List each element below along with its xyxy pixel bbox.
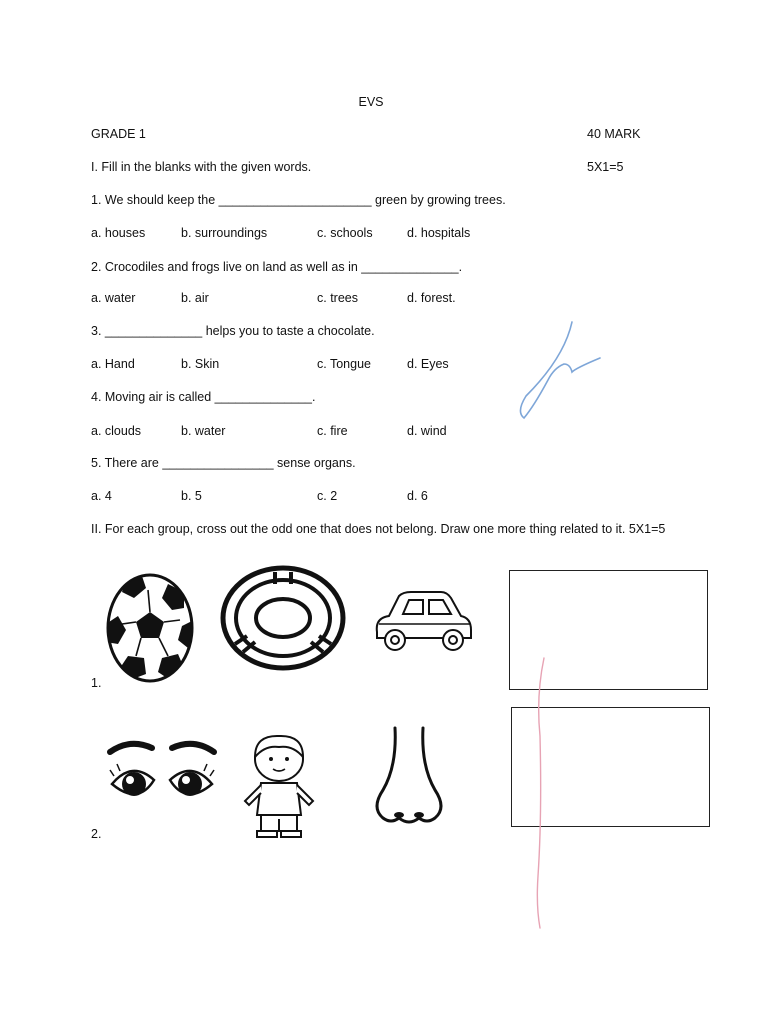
q3-option-b: b. Skin xyxy=(181,357,220,371)
q1-option-b: b. surroundings xyxy=(181,226,268,240)
group-1-number: 1. xyxy=(91,676,102,690)
q2-option-a: a. water xyxy=(91,291,136,305)
q2-option-c: c. trees xyxy=(317,291,358,305)
q4-option-d: d. wind xyxy=(407,424,447,438)
q5-option-a: a. 4 xyxy=(91,489,112,503)
q4-option-a: a. clouds xyxy=(91,424,142,438)
q1-option-a: a. houses xyxy=(91,226,146,240)
question-4: 4. Moving air is called ______________. xyxy=(91,390,316,404)
q1-option-c: c. schools xyxy=(317,226,373,240)
page-title: EVS xyxy=(358,95,384,109)
question-5: 5. There are ________________ sense organs. xyxy=(91,456,356,470)
football-icon[interactable] xyxy=(104,572,196,684)
swim-ring-icon[interactable] xyxy=(219,564,347,672)
section2-heading: II. For each group, cross out the odd one that does not belong. Draw one more thing related to it. 5X1=5 xyxy=(91,522,666,536)
eyes-icon[interactable] xyxy=(104,736,220,820)
grade-label: GRADE 1 xyxy=(91,127,146,141)
group-2-number: 2. xyxy=(91,827,102,841)
boy-icon[interactable] xyxy=(231,733,327,841)
section1-score: 5X1=5 xyxy=(587,160,624,174)
total-marks: 40 MARK xyxy=(587,127,641,141)
question-3: 3. ______________ helps you to taste a chocolate. xyxy=(91,324,375,338)
section1-heading: I. Fill in the blanks with the given words. xyxy=(91,160,312,174)
car-icon[interactable] xyxy=(371,588,477,658)
q3-option-d: d. Eyes xyxy=(407,357,449,371)
q3-option-a: a. Hand xyxy=(91,357,135,371)
q5-option-c: c. 2 xyxy=(317,489,338,503)
nose-icon[interactable] xyxy=(369,726,449,828)
q2-option-d: d. forest. xyxy=(407,291,456,305)
q1-option-d: d. hospitals xyxy=(407,226,471,240)
q5-option-d: d. 6 xyxy=(407,489,428,503)
blue-pen-scribble xyxy=(514,318,606,424)
q5-option-b: b. 5 xyxy=(181,489,202,503)
q4-option-b: b. water xyxy=(181,424,226,438)
q4-option-c: c. fire xyxy=(317,424,348,438)
question-1: 1. We should keep the ______________________ green by growing trees. xyxy=(91,193,506,207)
q3-option-c: c. Tongue xyxy=(317,357,371,371)
question-2: 2. Crocodiles and frogs live on land as well as in ______________. xyxy=(91,260,463,274)
pink-pen-line xyxy=(528,656,552,932)
q2-option-b: b. air xyxy=(181,291,209,305)
